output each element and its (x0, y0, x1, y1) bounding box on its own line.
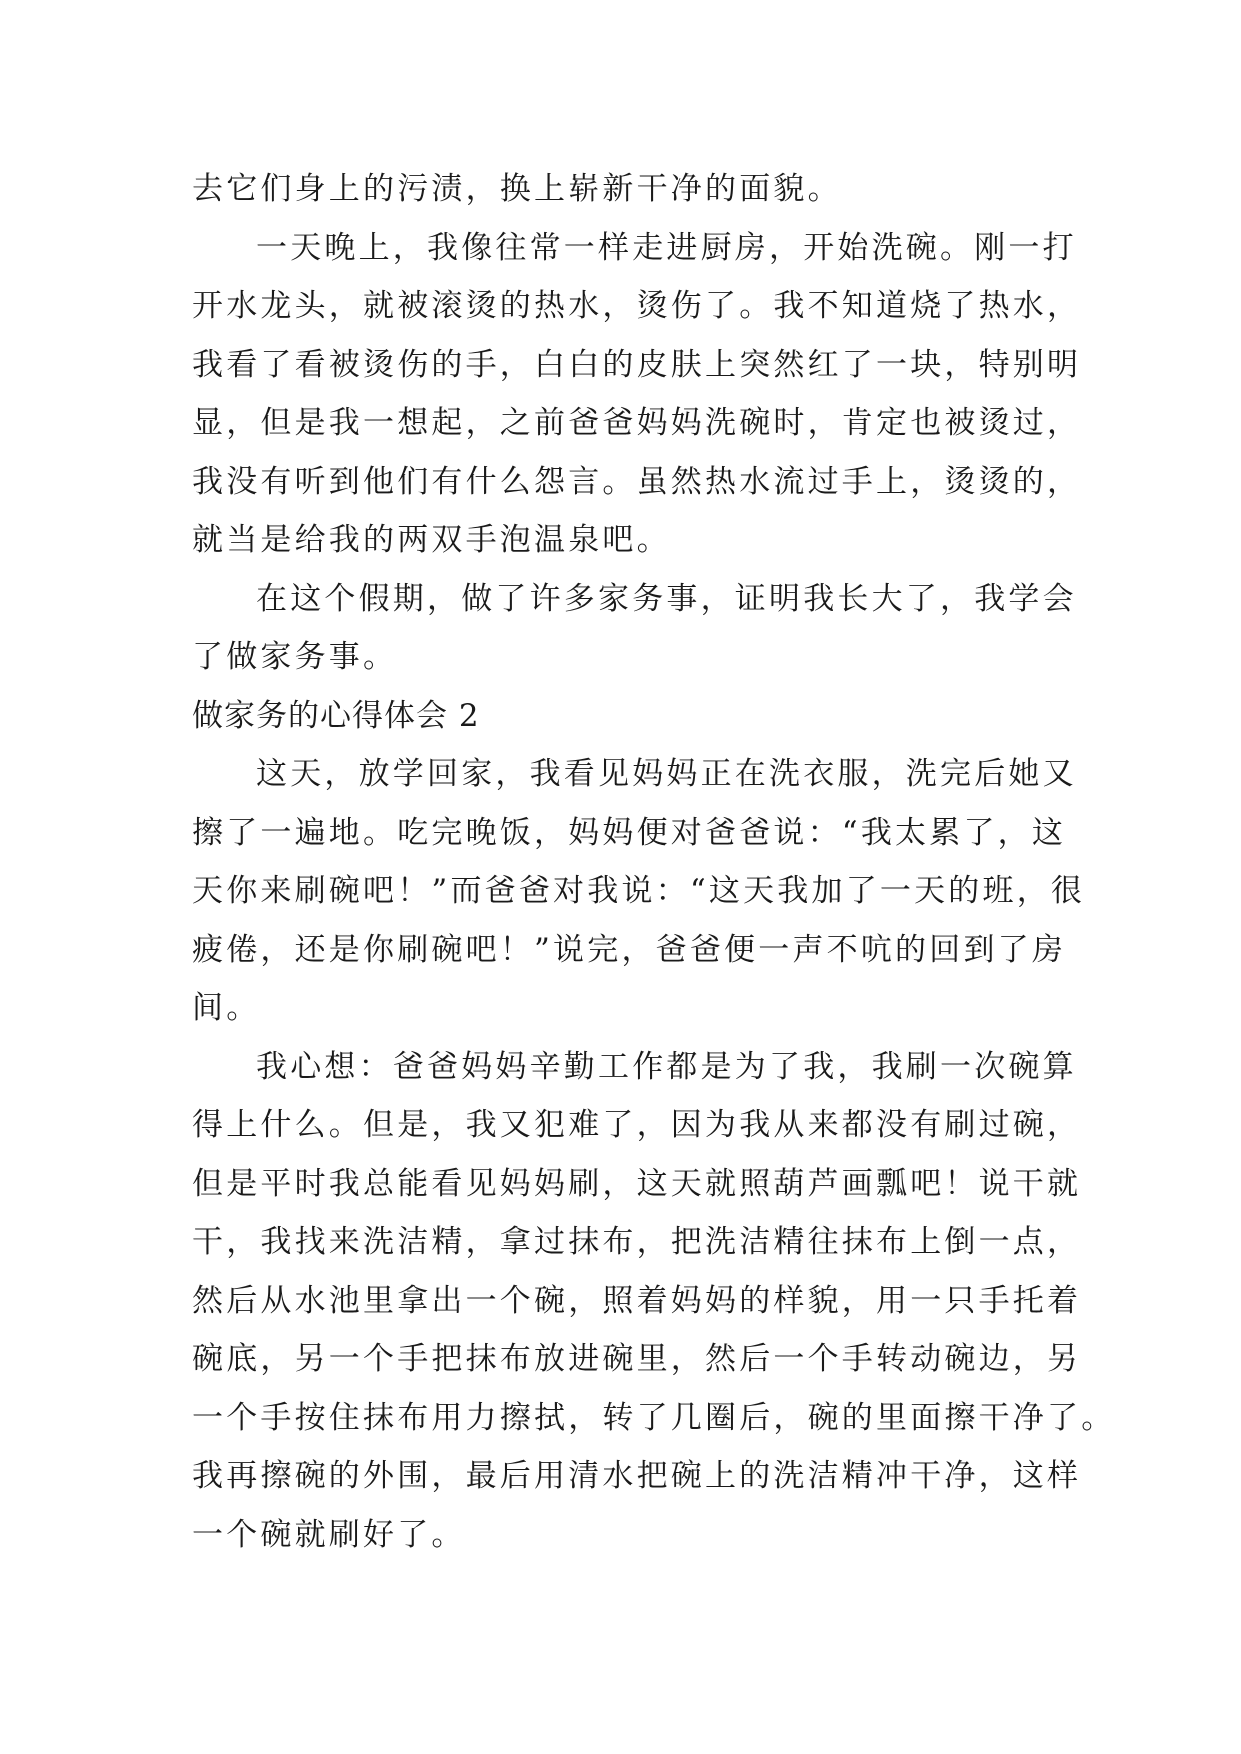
paragraph-4 (192, 745, 1086, 1038)
text-line: 去它们身上的污渍，换上崭新干净的面貌。 (192, 171, 842, 207)
text-line: 我再擦碗的外围，最后用清水把碗上的洗洁精冲干净，这样 (192, 1458, 1082, 1494)
text-line: 这天，放学回家，我看见妈妈正在洗衣服，洗完后她又 (256, 756, 1077, 792)
section-heading: 做家务的心得体会 2 (192, 697, 480, 734)
text-line: 得上什么。但是，我又犯难了，因为我从来都没有刷过碗， (192, 1107, 1082, 1143)
text-line: 显，但是我一想起，之前爸爸妈妈洗碗时，肯定也被烫过， (192, 405, 1082, 441)
text-line: 我看了看被烫伤的手，白白的皮肤上突然红了一块，特别明 (192, 346, 1082, 383)
text-line: 间。 (192, 990, 261, 1026)
text-line: 天你来刷碗吧！”而爸爸对我说：“这天我加了一天的班，很 (192, 873, 1086, 909)
text-line: 在这个假期，做了许多家务事，证明我长大了，我学会 (256, 580, 1077, 617)
document-page (192, 160, 1116, 1564)
text-line: 疲倦，还是你刷碗吧！”说完，爸爸便一声不吭的回到了房 (192, 931, 1067, 968)
text-line: 开水龙头，就被滚烫的热水，烫伤了。我不知道烧了热水， (192, 288, 1082, 324)
paragraph-5 (192, 1038, 1116, 1565)
paragraph-1 (192, 160, 1072, 219)
paragraph-3 (192, 570, 1077, 687)
text-line: 一天晚上，我像往常一样走进厨房，开始洗碗。刚一打 (256, 229, 1077, 266)
paragraph-2 (192, 219, 1082, 570)
text-line: 一个手按住抹布用力擦拭，转了几圈后，碗的里面擦干净了。 (192, 1399, 1116, 1436)
text-line: 碗底，另一个手把抹布放进碗里，然后一个手转动碗边，另 (192, 1341, 1082, 1377)
text-line: 我没有听到他们有什么怨言。虽然热水流过手上，烫烫的， (192, 463, 1082, 500)
text-line: 但是平时我总能看见妈妈刷，这天就照葫芦画瓢吧！说干就 (192, 1165, 1082, 1202)
text-line: 了做家务事。 (192, 639, 398, 675)
text-line: 一个碗就刷好了。 (192, 1516, 466, 1553)
text-line: 擦了一遍地。吃完晚饭，妈妈便对爸爸说：“我太累了，这 (192, 814, 1067, 851)
text-line: 就当是给我的两双手泡温泉吧。 (192, 522, 671, 558)
text-line: 然后从水池里拿出一个碗，照着妈妈的样貌，用一只手托着 (192, 1282, 1082, 1319)
text-line: 干，我找来洗洁精，拿过抹布，把洗洁精往抹布上倒一点， (192, 1224, 1082, 1260)
text-line: 我心想：爸爸妈妈辛勤工作都是为了我，我刷一次碗算 (256, 1048, 1077, 1085)
